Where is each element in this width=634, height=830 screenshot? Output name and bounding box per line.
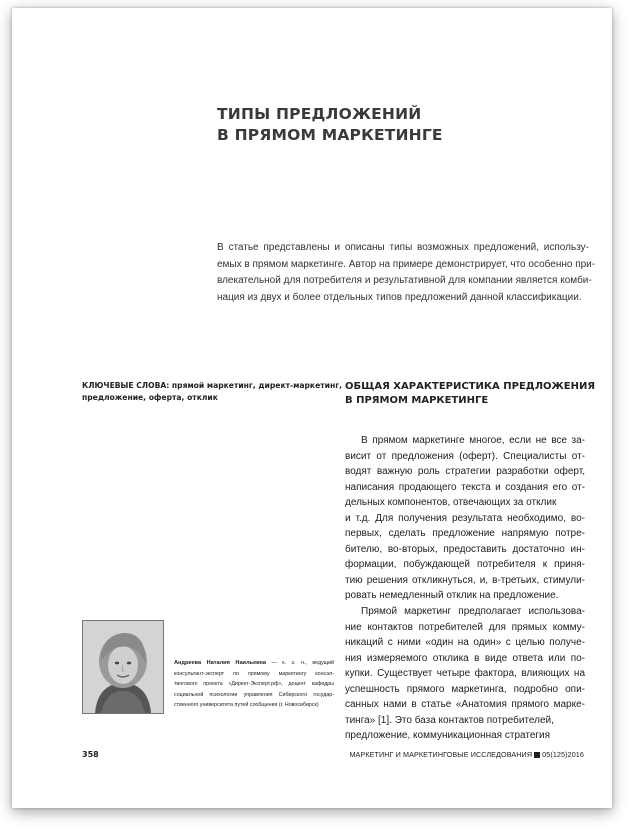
journal-issue: 05(125)2016 [542,750,584,759]
body-line: и т.д. Для получения результата необходимо, во- [345,512,585,524]
keywords [82,380,343,404]
body-line: тинга» [1]. Это база контактов потребителей, [345,714,554,726]
body-line: предложение, коммуникационная стратегия [345,730,551,742]
body-line: ния измеряемого отклика в виде ответа или по- [345,652,585,664]
article-abstract [217,240,596,306]
page-number: 358 [82,750,99,759]
abstract-line: В статье представлены и описаны типы возможных предложений, использу- [217,242,589,253]
author-info-line: тингового проекта «Директ-Эксперт.рф», доцент кафедры [174,681,334,688]
author-portrait-illustration [83,621,163,713]
section-heading [345,380,595,408]
keywords-line: предложение, оферта, отклик [82,393,218,402]
body-line: купки. Существует четыре фактора, влияющих на [345,668,585,680]
section-heading-line: В ПРЯМОМ МАРКЕТИНГЕ [345,395,489,406]
body-line: успешность прямого маркетинга, подробно опи- [345,683,585,695]
abstract-line: влекательной для потребителя и результативной для компании является комби- [217,275,592,286]
author-name: Андреева Наталия Наильевна [174,660,267,666]
journal-name: МАРКЕТИНГ И МАРКЕТИНГОВЫЕ ИССЛЕДОВАНИЯ [349,750,533,759]
author-info [174,658,334,711]
abstract-line: емых в прямом маркетинге. Автор на примере демонстрирует, что особенно при- [217,258,596,270]
author-info-line: социальной психологии управления Сибирского государ- [174,691,334,698]
author-info-line: ственного университета путей сообщения (г. Новосибирск) [174,702,319,709]
journal-footer [349,750,584,759]
body-line: ровать немедленный отклик на предложение. [345,590,559,602]
body-line: первых, сделать предложение напрямую потре- [345,528,585,540]
title-line: В ПРЯМОМ МАРКЕТИНГЕ [217,126,443,144]
body-line: Прямой маркетинг предполагает использова- [361,606,585,618]
body-line: В прямом маркетинге многое, если не все за- [361,435,585,446]
square-bullet-icon [534,752,540,758]
keywords-line: КЛЮЧЕВЫЕ СЛОВА: прямой маркетинг, директ-маркетинг, [82,381,343,390]
body-line: дельных компонентов, отвечающих за отклик [345,497,557,509]
body-line: ние контактов потребителей для прямых комму- [345,621,585,633]
author-info-line: консультант-эксперт по прямому маркетингу консал- [174,670,334,677]
section-heading-line: ОБЩАЯ ХАРАКТЕРИСТИКА ПРЕДЛОЖЕНИЯ [345,381,596,392]
body-line: написания продающего текста и создания его от- [345,481,585,493]
author-bio-fragment: — к. э. н., ведущий [266,660,334,666]
body-line: санных нами в статье «Анатомия прямого марке- [345,699,585,711]
body-line: тию решения откликнуться, и, в-третьих, стимули- [345,574,585,586]
abstract-line: нация из двух и более отдельных типов предложений данной классификации. [217,291,582,303]
title-line: ТИПЫ ПРЕДЛОЖЕНИЙ [217,105,422,123]
article-title [217,104,577,146]
body-line: никаций с ними «один на один» с целью получе- [345,637,585,649]
journal-page [12,8,612,808]
author-photo [82,620,164,714]
body-text [345,433,585,744]
body-line: висит от предложения (оферт). Специалисты от- [345,450,585,462]
author-info-line [174,658,334,669]
body-line: водят важную роль стратегии разработки оферт, [345,466,585,478]
body-line: формации, побуждающей потребителя к приня- [345,559,585,571]
body-line: бителю, во-вторых, предоставить достаточно ин- [345,543,585,555]
